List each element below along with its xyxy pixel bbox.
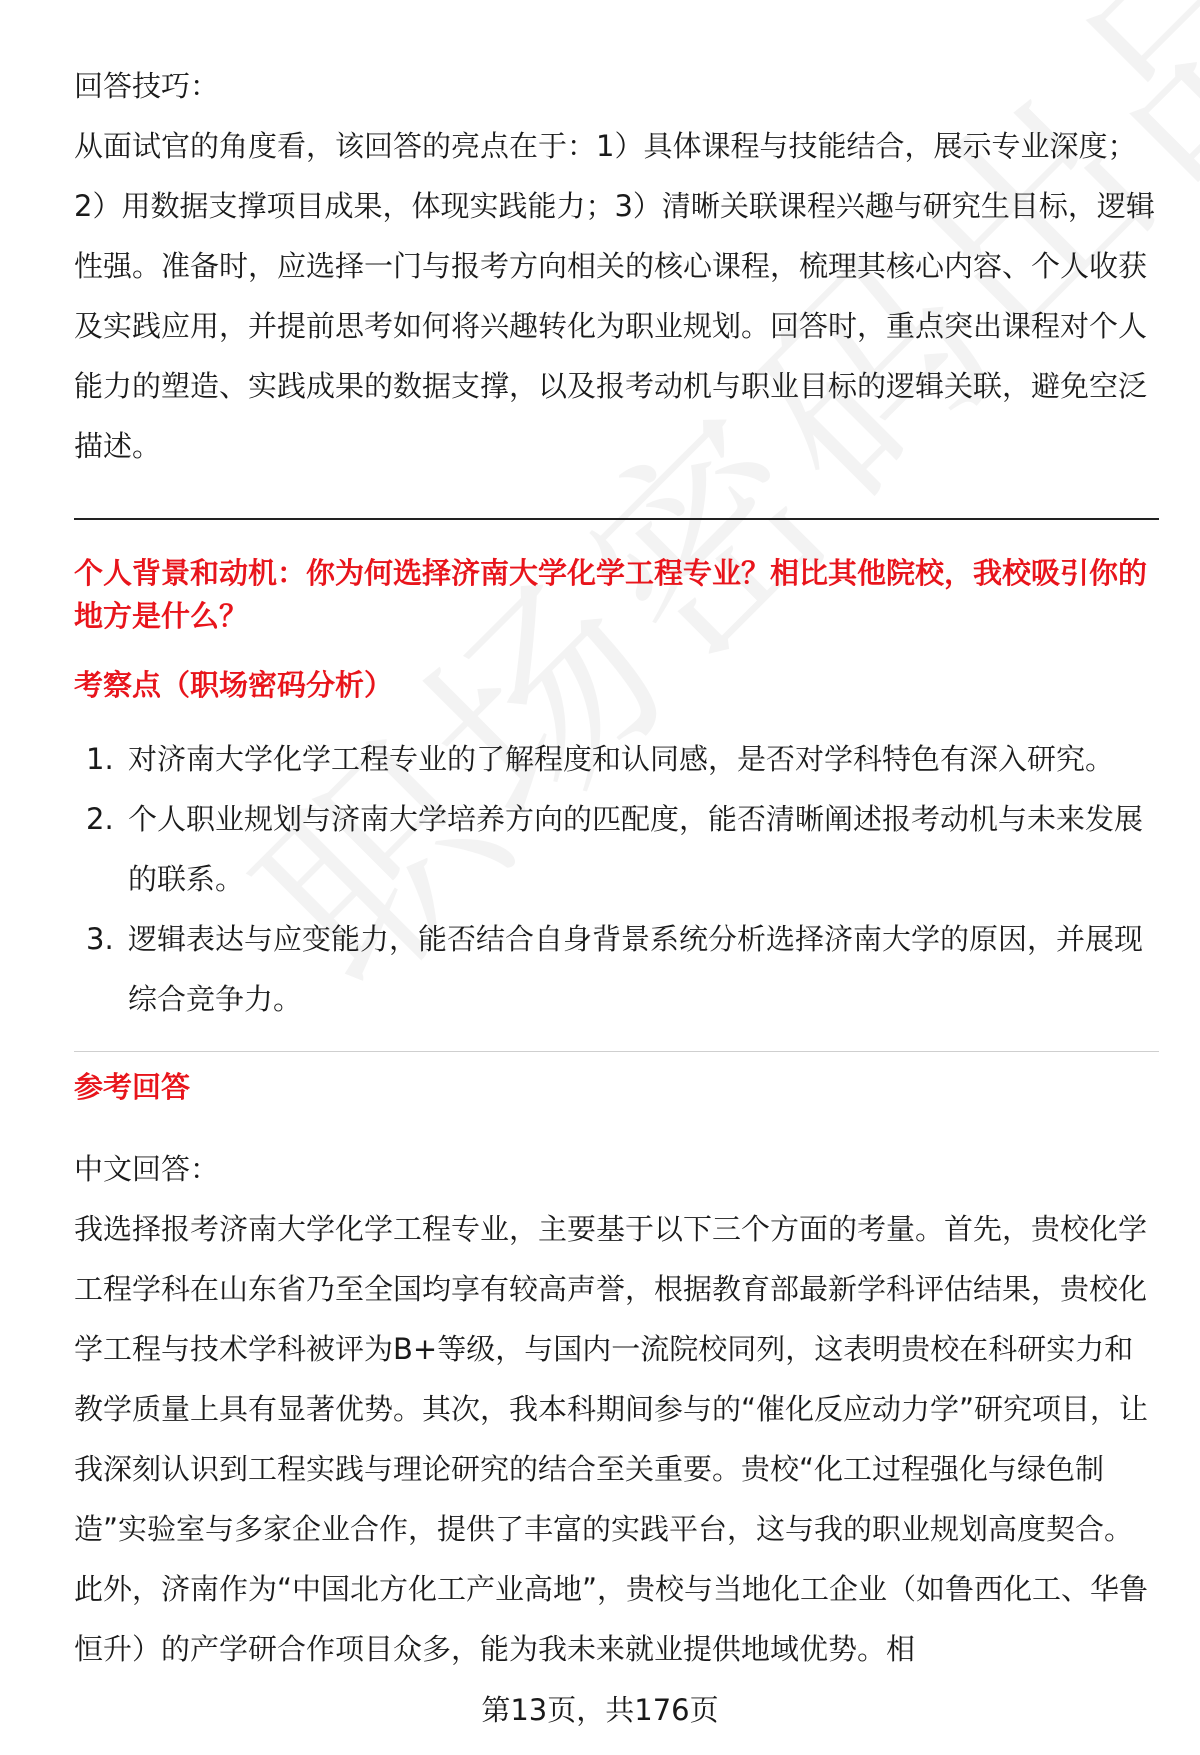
list-item <box>74 789 1159 909</box>
light-divider <box>74 1051 1159 1052</box>
list-item-number: 3. <box>86 922 114 956</box>
list-item-text: 逻辑表达与应变能力，能否结合自身背景系统分析选择济南大学的原因，并展现综合竞争力。 <box>128 922 1144 1016</box>
answer-label: 中文回答： <box>74 1152 220 1186</box>
question-title: 个人背景和动机：你为何选择济南大学化学工程专业？相比其他院校，我校吸引你的地方是什么？ <box>74 556 1148 633</box>
list-item-number: 1. <box>86 742 114 776</box>
focus-points-list <box>74 729 1159 1029</box>
list-item-number: 2. <box>86 802 114 836</box>
tips-body: 从面试官的角度看，该回答的亮点在于：1）具体课程与技能结合，展示专业深度；2）用数据支撑项目成果，体现实践能力；3）清晰关联课程兴趣与研究生目标，逻辑性强。准备时，应选择一门与报考方向相关的核心课程，梳理其核心内容、个人收获及实践应用，并提前思考如何将兴趣转化为职业规划。回答时，重点突出课程对个人能力的塑造、实践成果的数据支撑，以及报考动机与职业目标的逻辑关联，避免空泛描述。 <box>74 129 1155 463</box>
page-number: 第13页，共176页 <box>481 1693 719 1727</box>
section-divider <box>74 518 1159 520</box>
answer-body: 我选择报考济南大学化学工程专业，主要基于以下三个方面的考量。首先，贵校化学工程学科在山东省乃至全国均享有较高声誉，根据教育部最新学科评估结果，贵校化学工程与技术学科被评为B+等级，与国内一流院校同列，这表明贵校在科研实力和教学质量上具有显著优势。其次，我本科期间参与的“催化反应动力学”研究项目，让我深刻认识到工程实践与理论研究的结合至关重要。贵校“化工过程强化与绿色制造”实验室与多家企业合作，提供了丰富的实践平台，这与我的职业规划高度契合。此外，济南作为“中国北方化工产业高地”，贵校与当地化工企业（如鲁西化工、华鲁恒升）的产学研合作项目众多，能为我未来就业提供地域优势。相 <box>74 1212 1149 1666</box>
reference-title: 参考回答 <box>74 1070 191 1104</box>
list-item-text: 对济南大学化学工程专业的了解程度和认同感，是否对学科特色有深入研究。 <box>128 742 1115 776</box>
list-item <box>74 729 1159 789</box>
focus-title: 考察点（职场密码分析） <box>74 668 394 702</box>
tips-label: 回答技巧： <box>74 69 220 103</box>
list-item-text: 个人职业规划与济南大学培养方向的匹配度，能否清晰阐述报考动机与未来发展的联系。 <box>128 802 1144 896</box>
list-item <box>74 909 1159 1029</box>
page-content <box>74 56 1159 1679</box>
